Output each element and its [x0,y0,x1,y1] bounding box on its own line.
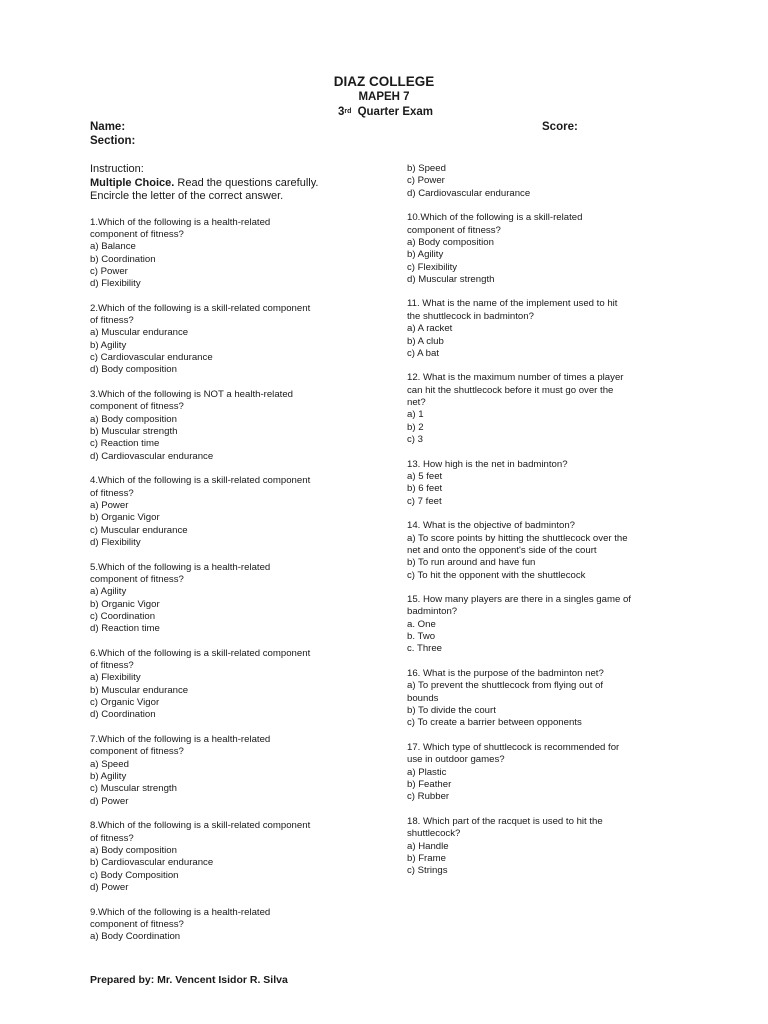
question-line: of fitness? [90,660,134,672]
question-line: d) Flexibility [90,536,141,548]
question-line: component of fitness? [90,228,184,240]
question-line: b) Frame [407,852,446,864]
question-line: d) Cardiovascular endurance [407,187,531,199]
section-label: Section: [90,135,136,147]
question-line: c) Flexibility [407,261,458,273]
question-line: 10.Which of the following is a skill-related [407,212,583,224]
question-line: b) Muscular endurance [90,684,189,696]
score-label: Score: [542,121,578,133]
question-line: b) Muscular strength [90,426,178,438]
name-label: Name: [90,121,126,133]
question-line: a) Body Coordination [90,931,181,943]
question-line: d) Muscular strength [407,273,495,285]
question-line: of fitness? [90,487,134,499]
question-line: b) Organic Vigor [90,598,160,610]
question-line: of fitness? [90,315,134,327]
right-column [407,163,697,878]
question-line: c) Power [407,175,445,187]
instruction-heading: Instruction: [90,163,144,175]
question-line: can hit the shuttlecock before it must go over the [407,384,614,396]
exam-ordinal: 3 [337,106,345,118]
question-line: a) 1 [407,409,424,421]
instruction-text: Read the questions carefully. [174,176,319,189]
question-block [407,520,697,582]
question-line: 17. Which type of shuttlecock is recommended for [407,741,620,753]
question-line: 6.Which of the following is a skill-related component [90,647,311,659]
question-line: 11. What is the name of the implement used to hit [407,298,618,310]
question-line: c) Coordination [90,610,156,622]
question-line: c) To hit the opponent with the shuttlecock [407,569,586,581]
question-line: 8.Which of the following is a skill-related component [90,820,311,832]
question-line: a) Body composition [90,413,177,425]
question-line: component of fitness? [90,746,184,758]
question-line: b) Agility [90,339,127,351]
left-question-list [90,217,390,944]
question-line: 15. How many players are there in a singles game of [407,594,631,606]
question-block [90,303,390,377]
question-line: c) Muscular strength [90,783,177,795]
question-line: c) Rubber [407,791,450,803]
question-line: a) Speed [90,758,129,770]
question-line: net? [407,397,426,409]
question-line: b) To run around and have fun [407,557,536,569]
question-line: c. Three [407,643,443,655]
question-line: a) Body composition [407,236,494,248]
question-line: d) Body composition [90,364,177,376]
question-line: a) To prevent the shuttlecock from flying out of [407,680,604,692]
question-line: use in outdoor games? [407,754,505,766]
question-line: d) Power [90,795,129,807]
question-line: badminton? [407,606,458,618]
question-line: 12. What is the maximum number of times a player [407,372,624,384]
question-line: c) Body Composition [90,869,179,881]
question-line: a) Balance [90,241,136,253]
question-line: d) Power [90,881,129,893]
question-line: 13. How high is the net in badminton? [407,458,568,470]
subject-title: MAPEH 7 [358,91,410,103]
question-line: b) Speed [407,163,446,174]
question-block [90,648,390,722]
question-line: a) Power [90,499,129,511]
exam-title-text: Quarter Exam [357,106,434,118]
instruction-bold-lead: Multiple Choice. [90,176,175,189]
question-line: b) A club [407,335,444,347]
question-block [90,475,390,549]
instruction-block [90,163,390,204]
question-line: b) Cardiovascular endurance [90,857,214,869]
question-block [407,594,697,656]
question-line: b) Feather [407,778,452,790]
question-block [90,217,390,291]
question-line: b) Agility [90,771,127,783]
question-line: c) Power [90,265,128,277]
question-line: 4.Which of the following is a skill-related component [90,475,311,487]
question-line: 7.Which of the following is a health-related [90,734,271,745]
question-block [407,742,697,804]
question-line: a) 5 feet [407,470,443,482]
question-line: shuttlecock? [407,828,461,840]
question-line: a) Agility [90,586,127,598]
question-line: bounds [407,692,439,704]
question-line: a) To score points by hitting the shuttlecock over the [407,532,628,544]
question-block [90,562,390,636]
exam-title [0,105,768,120]
question-block [407,163,697,200]
question-line: d) Flexibility [90,278,141,290]
question-line: a) A racket [407,323,453,335]
question-line: c) Strings [407,865,448,877]
question-line: c) 3 [407,434,423,446]
right-question-list [407,163,697,878]
question-line: c) A bat [407,347,439,359]
exam-header [0,74,768,120]
question-line: b) To divide the court [407,705,496,717]
question-line: a. One [407,618,436,630]
question-line: 14. What is the objective of badminton? [407,520,575,532]
question-line: b) Organic Vigor [90,512,160,524]
question-line: c) Muscular endurance [90,524,188,536]
question-line: 3.Which of the following is NOT a health-related [90,389,293,400]
question-line: d) Cardiovascular endurance [90,450,214,462]
question-line: 1.Which of the following is a health-related [90,216,271,228]
school-name: DIAZ COLLEGE [333,74,435,89]
question-block [407,459,697,508]
question-line: c) 7 feet [407,495,442,507]
question-line: b) 2 [407,421,424,433]
question-line: c) Organic Vigor [90,697,160,709]
question-line: c) Cardiovascular endurance [90,352,213,364]
question-block [90,820,390,894]
question-line: b. Two [407,631,436,643]
question-line: c) Reaction time [90,438,160,450]
question-block [407,212,697,286]
exam-ordinal-suffix: rd [344,108,352,115]
question-line: d) Reaction time [90,623,160,635]
question-line: a) Body composition [90,844,177,856]
question-line: the shuttlecock in badminton? [407,310,534,322]
instruction-line [90,177,390,191]
question-line: b) Coordination [90,253,156,265]
question-line: d) Coordination [90,709,156,721]
question-line: component of fitness? [90,401,184,413]
question-line: of fitness? [90,832,134,844]
question-line: 5.Which of the following is a health-related [90,561,271,573]
left-column [90,163,390,944]
question-line: 18. Which part of the racquet is used to hit the [407,815,603,827]
question-block [90,734,390,808]
question-block [407,816,697,878]
question-block [90,907,390,944]
question-line: component of fitness? [90,918,184,930]
question-line: component of fitness? [407,224,501,236]
instruction-line-2: Encircle the letter of the correct answer. [90,190,284,202]
question-block [407,298,697,360]
question-block [407,372,697,446]
question-line: a) Flexibility [90,672,141,684]
question-line: a) Plastic [407,766,447,778]
prepared-by: Prepared by: Mr. Vencent Isidor R. Silva [90,974,288,986]
question-line: net and onto the opponent's side of the court [407,544,597,556]
question-line: 16. What is the purpose of the badminton net? [407,668,604,679]
question-line: b) 6 feet [407,483,443,495]
question-line: b) Agility [407,249,444,261]
question-line: a) Muscular endurance [90,327,189,339]
question-line: component of fitness? [90,573,184,585]
question-line: 2.Which of the following is a skill-related component [90,302,311,314]
question-line: c) To create a barrier between opponents [407,717,582,729]
question-line: 9.Which of the following is a health-related [90,906,271,918]
question-line: a) Handle [407,840,449,852]
question-block [407,668,697,730]
question-block [90,389,390,463]
